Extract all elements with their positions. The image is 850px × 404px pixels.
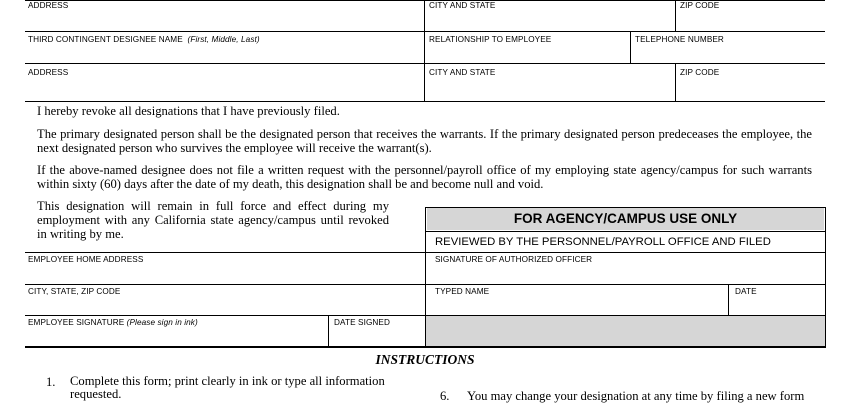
form-bottom-border: [25, 346, 826, 348]
employee-city-state-zip-field[interactable]: [25, 285, 424, 314]
instructions-title: INSTRUCTIONS: [375, 352, 475, 367]
employee-home-address-field[interactable]: [25, 253, 424, 283]
revoke-statement: I hereby revoke all designations that I have previously filed.: [37, 104, 340, 118]
agency-right-border: [825, 207, 826, 347]
employee-home-address-label: EMPLOYEE HOME ADDRESS: [28, 255, 144, 264]
top-city-state-label: CITY AND STATE: [429, 1, 496, 10]
instruction-item-1-number: 1.: [46, 375, 56, 389]
telephone-field[interactable]: [631, 33, 824, 63]
instruction-item-6-number: 6.: [440, 389, 450, 403]
employee-signature-field[interactable]: [25, 316, 327, 346]
row3-bottom: [25, 101, 825, 102]
agency-date-field[interactable]: [729, 285, 824, 314]
agency-top-border: [425, 207, 825, 208]
employee-signature-hint: (Please sign in ink): [126, 318, 198, 327]
date-signed-label: DATE SIGNED: [334, 318, 390, 327]
authorized-officer-signature-label: SIGNATURE OF AUTHORIZED OFFICER: [435, 255, 593, 264]
top-address-label: ADDRESS: [28, 1, 69, 10]
agency-reviewed-text: REVIEWED BY THE PERSONNEL/PAYROLL OFFICE AND FILED: [435, 236, 771, 248]
remain-in-force-statement: This designation will remain in full force and effect during my employment with any California state agency/campus until revoked in writing by me.: [37, 199, 389, 241]
third-designee-name-label: THIRD CONTINGENT DESIGNEE NAME (First, Middle, Last): [28, 35, 260, 44]
top-row-bottom: [25, 31, 825, 32]
third-city-state-field[interactable]: [425, 65, 675, 100]
third-address-field[interactable]: [25, 65, 423, 100]
null-void-statement: If the above-named designee does not file a written request with the personnel/payroll office of my employing state agency/campus for such warrants within sixty (60) days after the date of my death, this designation shall be and become null and void.: [37, 163, 812, 191]
typed-name-label: TYPED NAME: [435, 287, 490, 296]
third-zip-field[interactable]: [676, 65, 824, 100]
third-designee-name-hint: (First, Middle, Last): [187, 35, 260, 44]
top-address-field[interactable]: [25, 0, 423, 30]
authorized-officer-signature-field[interactable]: [426, 253, 824, 283]
instruction-item-6-text: You may change your designation at any time by filing a new form: [467, 389, 805, 403]
row2-bottom: [25, 63, 825, 64]
top-city-state-field[interactable]: [425, 0, 675, 30]
third-address-label: ADDRESS: [28, 68, 69, 77]
agency-header-bottom: [425, 231, 825, 232]
telephone-label: TELEPHONE NUMBER: [635, 35, 724, 44]
instruction-item-1-text: Complete this form; print clearly in ink or type all information requested.: [70, 374, 385, 401]
third-zip-label: ZIP CODE: [680, 68, 720, 77]
top-zip-label: ZIP CODE: [680, 1, 720, 10]
primary-designee-statement: The primary designated person shall be the designated person that receives the warrants. If the primary designated person predeceases the employee, the next designated person who survives the employee will receive the warrant(s).: [37, 127, 812, 155]
relationship-field[interactable]: [425, 33, 630, 63]
employee-signature-label: EMPLOYEE SIGNATURE (Please sign in ink): [28, 318, 198, 327]
relationship-label: RELATIONSHIP TO EMPLOYEE: [429, 35, 552, 44]
agency-gray-footer: [426, 316, 825, 346]
top-zip-field[interactable]: [676, 0, 824, 30]
typed-name-field[interactable]: [426, 285, 728, 314]
employee-city-state-zip-label: CITY, STATE, ZIP CODE: [28, 287, 121, 296]
date-signed-field[interactable]: [329, 316, 424, 346]
third-city-state-label: CITY AND STATE: [429, 68, 496, 77]
agency-date-label: DATE: [735, 287, 757, 296]
agency-header-title: FOR AGENCY/CAMPUS USE ONLY: [513, 211, 738, 226]
third-designee-name-field[interactable]: [25, 33, 423, 63]
